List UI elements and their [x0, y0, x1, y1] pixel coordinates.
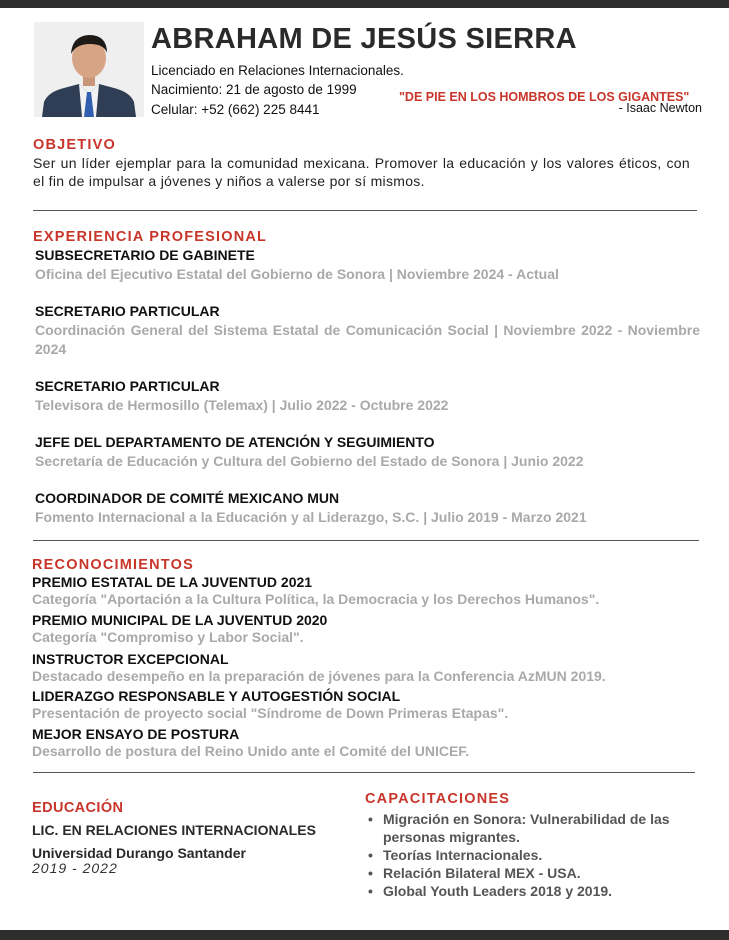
- job-detail: Oficina del Ejecutivo Estatal del Gobierno de Sonora | Noviembre 2024 - Actual: [35, 266, 559, 282]
- job-title: SECRETARIO PARTICULAR: [35, 303, 220, 319]
- award-detail: Destacado desempeño en la preparación de jóvenes para la Conferencia AzMUN 2019.: [32, 668, 606, 684]
- degree-line: Licenciado en Relaciones Internacionales.: [151, 63, 404, 78]
- bullet-icon: •: [368, 883, 373, 899]
- bullet-icon: •: [368, 847, 373, 863]
- birth-date: Nacimiento: 21 de agosto de 1999: [151, 82, 357, 97]
- job-title: COORDINADOR DE COMITÉ MEXICANO MUN: [35, 490, 340, 506]
- training-item: Relación Bilateral MEX - USA.: [383, 865, 581, 881]
- profile-photo: [34, 22, 144, 117]
- quote-author: - Isaac Newton: [618, 101, 702, 115]
- award-title: LIDERAZGO RESPONSABLE Y AUTOGESTIÓN SOCIAL: [32, 688, 401, 704]
- job-detail: Coordinación General del Sistema Estatal de Comunicación Social | Noviembre 2022 - Noviembre 2024: [35, 322, 700, 357]
- bullet-icon: •: [368, 811, 373, 827]
- divider: [33, 210, 697, 211]
- award-detail: Desarrollo de postura del Reino Unido ante el Comité del UNICEF.: [32, 743, 470, 759]
- job-detail: Fomento Internacional a la Educación y al Liderazgo, S.C. | Julio 2019 - Marzo 2021: [35, 509, 587, 525]
- divider: [33, 772, 695, 773]
- training-list: [368, 810, 708, 900]
- award-detail: Presentación de proyecto social "Síndrome de Down Primeras Etapas".: [32, 705, 509, 721]
- education-heading: EDUCACIÓN: [32, 800, 124, 816]
- list-item: [368, 864, 708, 882]
- education-years: 2019 - 2022: [32, 860, 118, 876]
- list-item: [368, 882, 708, 900]
- education-school: Universidad Durango Santander: [32, 845, 246, 861]
- job-title: SECRETARIO PARTICULAR: [35, 378, 220, 394]
- job-detail: Secretaría de Educación y Cultura del Gobierno del Estado de Sonora | Junio 2022: [35, 453, 584, 469]
- training-item: Teorías Internacionales.: [383, 847, 543, 863]
- training-item: Migración en Sonora: Vulnerabilidad de las personas migrantes.: [383, 811, 670, 845]
- bullet-icon: •: [368, 865, 373, 881]
- bottom-border-bar: [0, 930, 729, 940]
- candidate-name: ABRAHAM DE JESÚS SIERRA: [151, 23, 577, 55]
- experience-heading: EXPERIENCIA PROFESIONAL: [33, 229, 268, 245]
- phone-number: Celular: +52 (662) 225 8441: [151, 102, 320, 117]
- award-detail: Categoría "Compromiso y Labor Social".: [32, 629, 304, 645]
- motto-quote: "DE PIE EN LOS HOMBROS DE LOS GIGANTES": [399, 90, 690, 104]
- training-item: Global Youth Leaders 2018 y 2019.: [383, 883, 613, 899]
- divider: [33, 540, 699, 541]
- objective-heading: OBJETIVO: [33, 137, 116, 153]
- award-title: PREMIO MUNICIPAL DE LA JUVENTUD 2020: [32, 612, 328, 628]
- education-degree: LIC. EN RELACIONES INTERNACIONALES: [32, 822, 316, 838]
- top-border-bar: [0, 0, 729, 8]
- award-detail: Categoría "Aportación a la Cultura Política, la Democracia y los Derechos Humanos".: [32, 591, 600, 607]
- objective-text: Ser un líder ejemplar para la comunidad mexicana. Promover la educación y los valores éticos, con el fin de impulsar a jóvenes y niños a valerse por sí mismos.: [33, 155, 690, 189]
- training-heading: CAPACITACIONES: [365, 791, 511, 807]
- award-title: MEJOR ENSAYO DE POSTURA: [32, 726, 240, 742]
- awards-heading: RECONOCIMIENTOS: [32, 557, 194, 573]
- job-title: JEFE DEL DEPARTAMENTO DE ATENCIÓN Y SEGUIMIENTO: [35, 434, 435, 450]
- portrait-illustration: [34, 22, 144, 117]
- award-title: PREMIO ESTATAL DE LA JUVENTUD 2021: [32, 574, 313, 590]
- job-title: SUBSECRETARIO DE GABINETE: [35, 247, 255, 263]
- list-item: [368, 810, 708, 846]
- list-item: [368, 846, 708, 864]
- award-title: INSTRUCTOR EXCEPCIONAL: [32, 651, 229, 667]
- job-detail: Televisora de Hermosillo (Telemax) | Julio 2022 - Octubre 2022: [35, 397, 449, 413]
